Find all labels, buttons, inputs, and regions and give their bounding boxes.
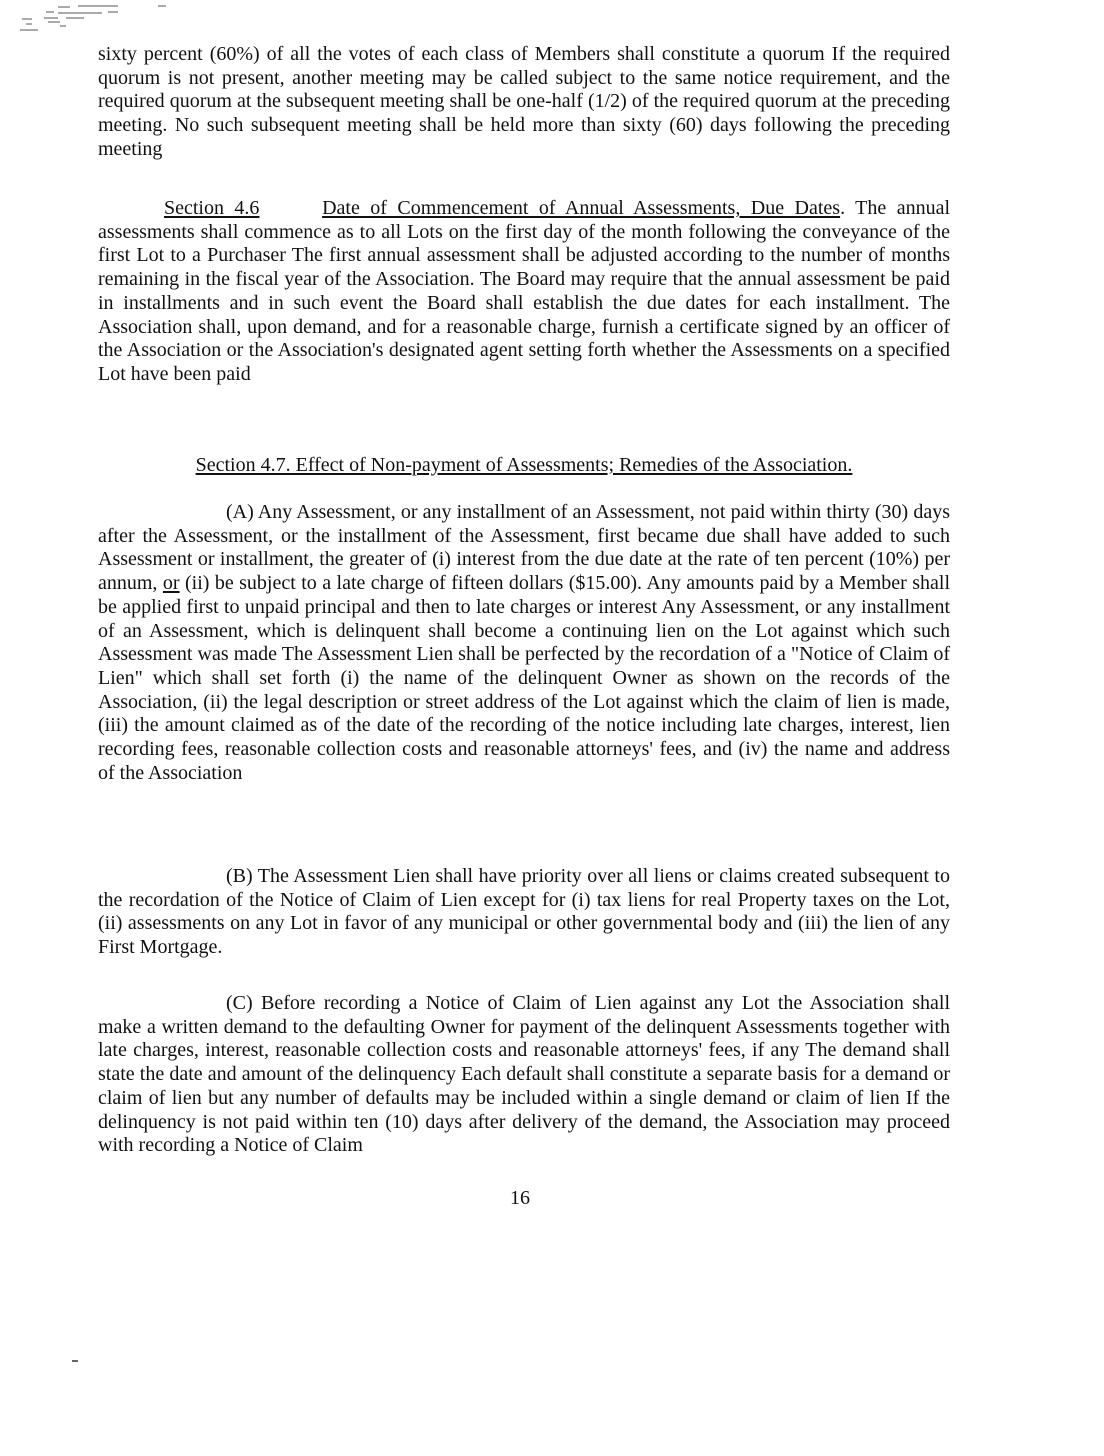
paragraph-a-or: or [162, 572, 180, 595]
paragraph-quorum: sixty percent (60%) of all the votes of each class of Members shall constitute a quorum If the required quorum is not present, another meeting may be called subject to the same notice requirement, and the required quorum at the subsequent meeting shall be one-half (1/2) of the required quorum at the preceding meeting. No such subsequent meeting shall be held more than sixty (60) days following the preceding meeting [98, 43, 950, 160]
page-number: 16 [510, 1187, 530, 1209]
paragraph-c: (C) Before recording a Notice of Claim of Lien against any Lot the Association shall make a written demand to the defaulting Owner for payment of the delinquent Assessments together with late charges, interest, reasonable collection costs and reasonable attorneys' fees, if any The demand shall state the date and amount of the delinquency Each default shall constitute a separate basis for a demand or claim of lien but any number of defaults may be included within a single demand or claim of lien If the delinquency is not paid within ten (10) days after delivery of the demand, the Association may proceed with recording a Notice of Claim [98, 992, 950, 1157]
scan-speck [72, 1360, 78, 1362]
scan-artifact-icon [18, 4, 178, 34]
paragraph-b: (B) The Assessment Lien shall have priority over all liens or claims created subsequent to the recordation of the Notice of Claim of Lien except for (i) tax liens for real Property taxes on the Lot, (ii) assessments on any Lot in favor of any municipal or other governmental body and (iii) the lien of any First Mortgage. [98, 865, 950, 959]
paragraph-a-text-start: (A) Any Assessment, or any installment of an Assessment, not paid within thirty (30) days after the Assessment, or the installment of the Assessment, first became due shall have added to such Assessment or installment, the greater of (i) interest from the due date at the rate of ten percent (10%) per annum, [98, 501, 950, 595]
section-4-6-body: . The annual assessments shall commence as to all Lots on the first day of the month following the conveyance of the first Lot to a Purchaser The first annual assessment shall be adjusted according to the number of months remaining in the fiscal year of the Association. The Board may require that the annual assessment be paid in installments and in such event the Board shall establish the due dates for each installment. The Association shall, upon demand, and for a reasonable charge, furnish a certificate signed by an officer of the Association or the Association's designated agent setting forth whether the Assessments on a specified Lot have been paid [98, 197, 951, 385]
section-4-7-heading-text: Section 4.7. Effect of Non-payment of Assessments; Remedies of the Association. [195, 454, 853, 476]
section-4-7-heading [98, 453, 950, 477]
section-4-6-title: Date of Commencement of Annual Assessments, Due Dates [322, 197, 841, 219]
section-4-6-label: Section 4.6 [164, 197, 260, 219]
paragraph-a-text-end: (ii) be subject to a late charge of fifteen dollars ($15.00). Any amounts paid by a Member shall be applied first to unpaid principal and then to late charges or interest Any Assessment, or any installment of an Assessment, which is delinquent shall become a continuing lien on the Lot against which such Assessment was made The Assessment Lien shall be perfected by the recordation of a "Notice of Claim of Lien" which shall set forth (i) the name of the delinquent Owner as shown on the records of the Association, (ii) the legal description or street address of the Lot against which the claim of lien is made, (iii) the amount claimed as of the date of the recording of the notice including late charges, interest, lien recording fees, reasonable collection costs and reasonable attorneys' fees, and (iv) the name and address of the Association [98, 572, 951, 784]
section-4-6-paragraph [98, 197, 950, 387]
paragraph-a [98, 501, 950, 785]
